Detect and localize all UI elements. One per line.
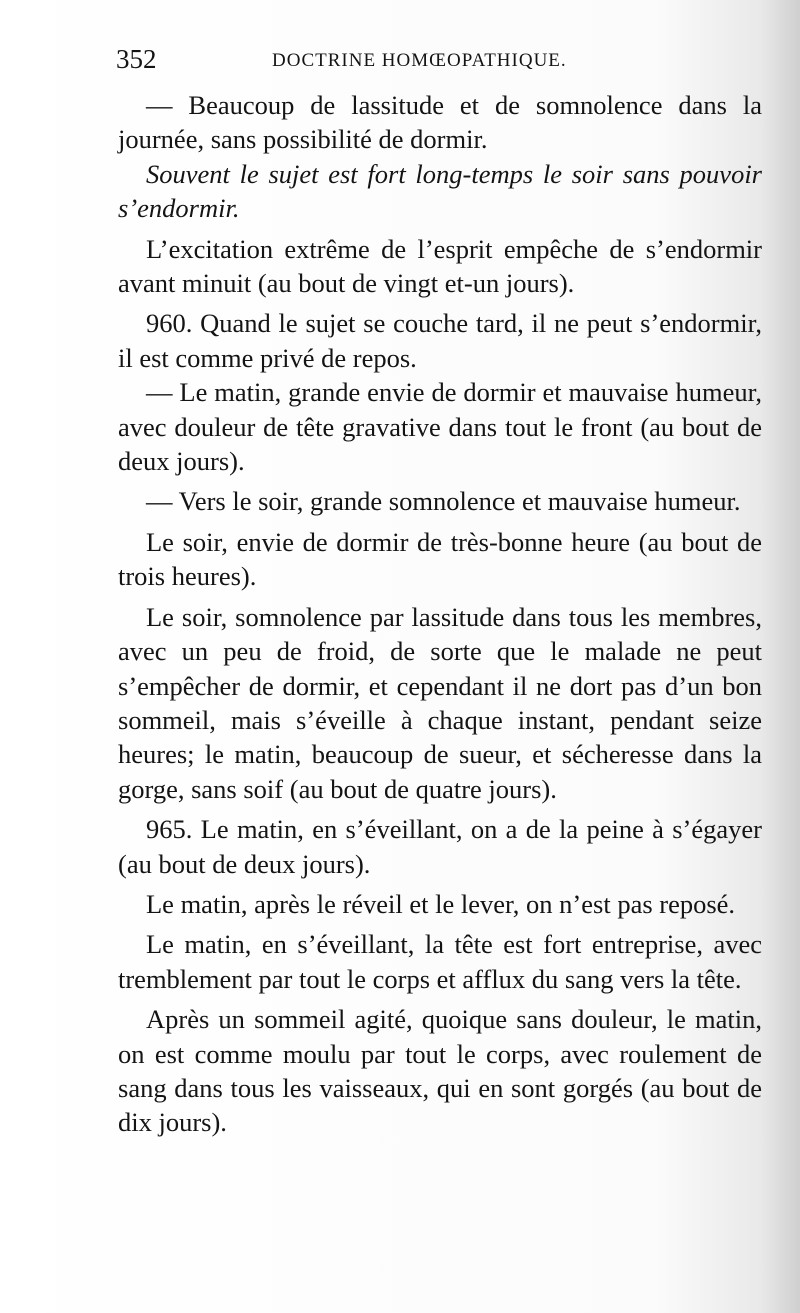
paragraph: 960. Quand le sujet se couche tard, il ne peut s’endormir, il est comme privé de repos. xyxy=(118,308,762,373)
page-number: 352 xyxy=(116,44,157,74)
paragraph: 965. Le matin, en s’éveillant, on a de la peine à s’égayer (au bout de deux jours). xyxy=(118,814,762,879)
paragraph: Après un sommeil agité, quoique sans douleur, le matin, on est comme moulu par tout le corps, avec roulement de sang dans tous les vaisseaux, qui en sont gorgés (au bout de dix jours). xyxy=(118,1004,762,1138)
paragraph: — Le matin, grande envie de dormir et mauvaise humeur, avec douleur de tête gravative dans tout le front (au bout de deux jours). xyxy=(118,377,762,477)
page-header xyxy=(116,44,756,84)
paragraph: Le matin, après le réveil et le lever, on n’est pas reposé. xyxy=(146,888,736,919)
paragraph-italic: Souvent le sujet est fort long-temps le soir sans pouvoir s’endormir. xyxy=(118,158,762,224)
page-body xyxy=(118,88,762,1140)
paragraph: Le soir, envie de dormir de très-bonne heure (au bout de trois heures). xyxy=(118,526,762,592)
paragraph: — Beaucoup de lassitude et de somnolence dans la journée, sans possibilité de dormir. xyxy=(118,90,762,155)
paragraph: Le matin, en s’éveillant, la tête est fort entreprise, avec tremblement par tout le corps et afflux du sang vers la tête. xyxy=(118,929,762,994)
paragraph: Le soir, somnolence par lassitude dans tous les membres, avec un peu de froid, de sorte que le malade ne peut s’empêcher de dormir, et cependant il ne dort pas d’un bon sommeil, mais s’éveille à chaque instant, pendant seize heures; le matin, beaucoup de sueur, et sécheresse dans la gorge, sans soif (au bout de quatre jours). xyxy=(118,601,762,804)
running-head: DOCTRINE HOMŒOPATHIQUE. xyxy=(272,50,567,71)
paragraph: L’excitation extrême de l’esprit empêche de s’endormir avant minuit (au bout de vingt et-un jours). xyxy=(118,233,762,299)
paragraph: — Vers le soir, grande somnolence et mauvaise humeur. xyxy=(146,486,741,517)
